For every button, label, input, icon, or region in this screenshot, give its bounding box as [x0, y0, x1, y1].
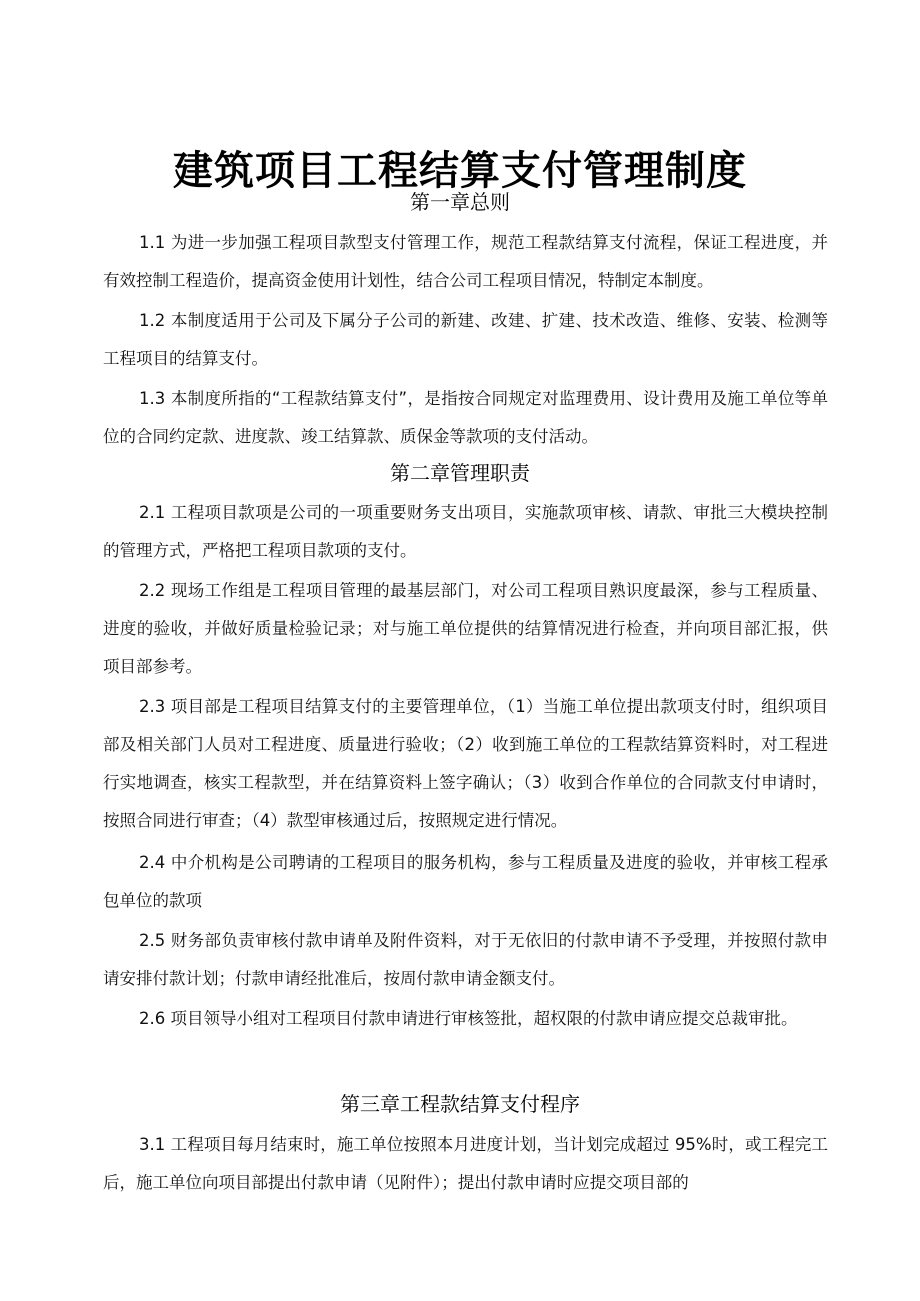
paragraph: 3.1 工程项目每月结束时，施工单位按照本月进度计划，当计划完成超过 95%时，或工程完工后，施工单位向项目部提出付款申请（见附件）；提出付款申请时应提交项目部的	[103, 1135, 828, 1192]
paragraph: 2.3 项目部是工程项目结算支付的主要管理单位，（1）当施工单位提出款项支付时，组织项目部及相关部门人员对工程进度、质量进行验收；（2）收到施工单位的工程款结算资料时，对工程进行实地调查，核实工程款型，并在结算资料上签字确认；（3）收到合作单位的合同款支付申请时，按照合同进行审查；（4）款型审核通过后，按照规定进行情况。	[103, 697, 828, 830]
paragraph: 2.4 中介机构是公司聘请的工程项目的服务机构，参与工程质量及进度的验收，并审核工程承包单位的款项	[103, 853, 828, 910]
paragraph: 1.1 为进一步加强工程项目款型支付管理工作，规范工程款结算支付流程，保证工程进度，并有效控制工程造价，提高资金使用计划性，结合公司工程项目情况，特制定本制度。	[103, 233, 828, 290]
document-title: 建筑项目工程结算支付管理制度	[173, 147, 747, 194]
paragraph: 2.1 工程项目款项是公司的一项重要财务支出项目，实施款项审核、请款、审批三大模块控制的管理方式，严格把工程项目款项的支付。	[103, 503, 828, 560]
chapter-heading: 第三章工程款结算支付程序	[340, 1092, 580, 1116]
paragraph: 2.2 现场工作组是工程项目管理的最基层部门，对公司工程项目熟识度最深，参与工程质量、进度的验收，并做好质量检验记录；对与施工单位提供的结算情况进行检查，并向项目部汇报，供项目部参考。	[103, 581, 828, 676]
paragraph: 1.2 本制度适用于公司及下属分子公司的新建、改建、扩建、技术改造、维修、安装、检测等工程项目的结算支付。	[103, 311, 828, 368]
paragraph: 1.3 本制度所指的“工程款结算支付”，是指按合同规定对监理费用、设计费用及施工单位等单位的合同约定款、进度款、竣工结算款、质保金等款项的支付活动。	[103, 389, 828, 446]
paragraph: 2.6 项目领导小组对工程项目付款申请进行审核签批，超权限的付款申请应提交总裁审批。	[139, 1009, 798, 1028]
chapter-heading: 第二章管理职责	[390, 461, 530, 485]
chapter-heading: 第一章总则	[410, 190, 510, 214]
paragraph: 2.5 财务部负责审核付款申请单及附件资料，对于无依旧的付款申请不予受理，并按照付款申请安排付款计划；付款申请经批准后，按周付款申请金额支付。	[103, 931, 828, 988]
